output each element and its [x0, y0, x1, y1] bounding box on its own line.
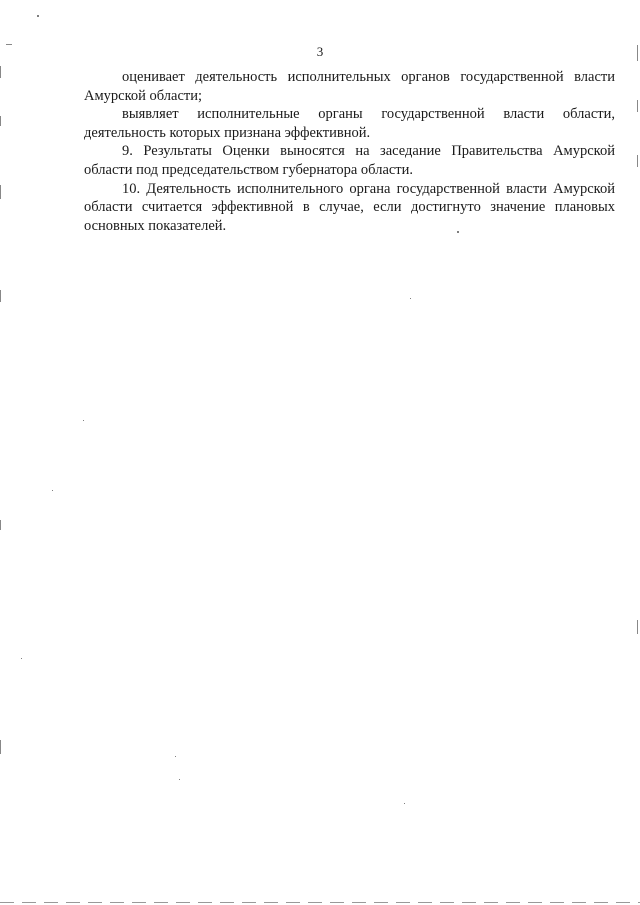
scan-edge-mark — [0, 116, 1, 126]
scan-speck — [404, 803, 405, 804]
page-number: 3 — [316, 44, 324, 59]
paragraph: оценивает деятельность исполнительных органов государственной власти Амурской области; — [84, 69, 615, 104]
paragraph: выявляет исполнительные органы государственной власти области, деятельность которых признана эффективной. — [84, 106, 615, 141]
scan-speck — [179, 779, 180, 780]
scan-edge-mark — [637, 45, 638, 61]
scan-edge-mark — [0, 185, 1, 199]
scan-speck — [21, 658, 22, 659]
scan-speck — [52, 490, 53, 491]
scan-speck — [410, 298, 411, 299]
paragraph: 9. Результаты Оценки выносятся на заседание Правительства Амурской области под председательством губернатора области. — [84, 143, 615, 178]
scan-speck — [83, 420, 84, 421]
scan-edge-mark — [0, 66, 1, 78]
scan-speck — [457, 231, 459, 233]
scan-edge-mark — [6, 44, 12, 45]
scan-edge-mark — [637, 155, 638, 167]
scan-edge-mark — [637, 100, 638, 112]
scan-speck — [175, 756, 176, 757]
scan-edge-mark — [0, 740, 1, 754]
scan-edge-mark — [637, 620, 638, 634]
scan-edge-mark — [0, 290, 1, 302]
scan-speck — [37, 15, 39, 17]
scan-bottom-edge — [0, 902, 640, 903]
paragraph: 10. Деятельность исполнительного органа государственной власти Амурской области считается эффективной в случае, если достигнуто значение плановых основных показателей. — [84, 180, 615, 234]
body-text — [84, 68, 615, 235]
scan-edge-mark — [0, 520, 1, 530]
